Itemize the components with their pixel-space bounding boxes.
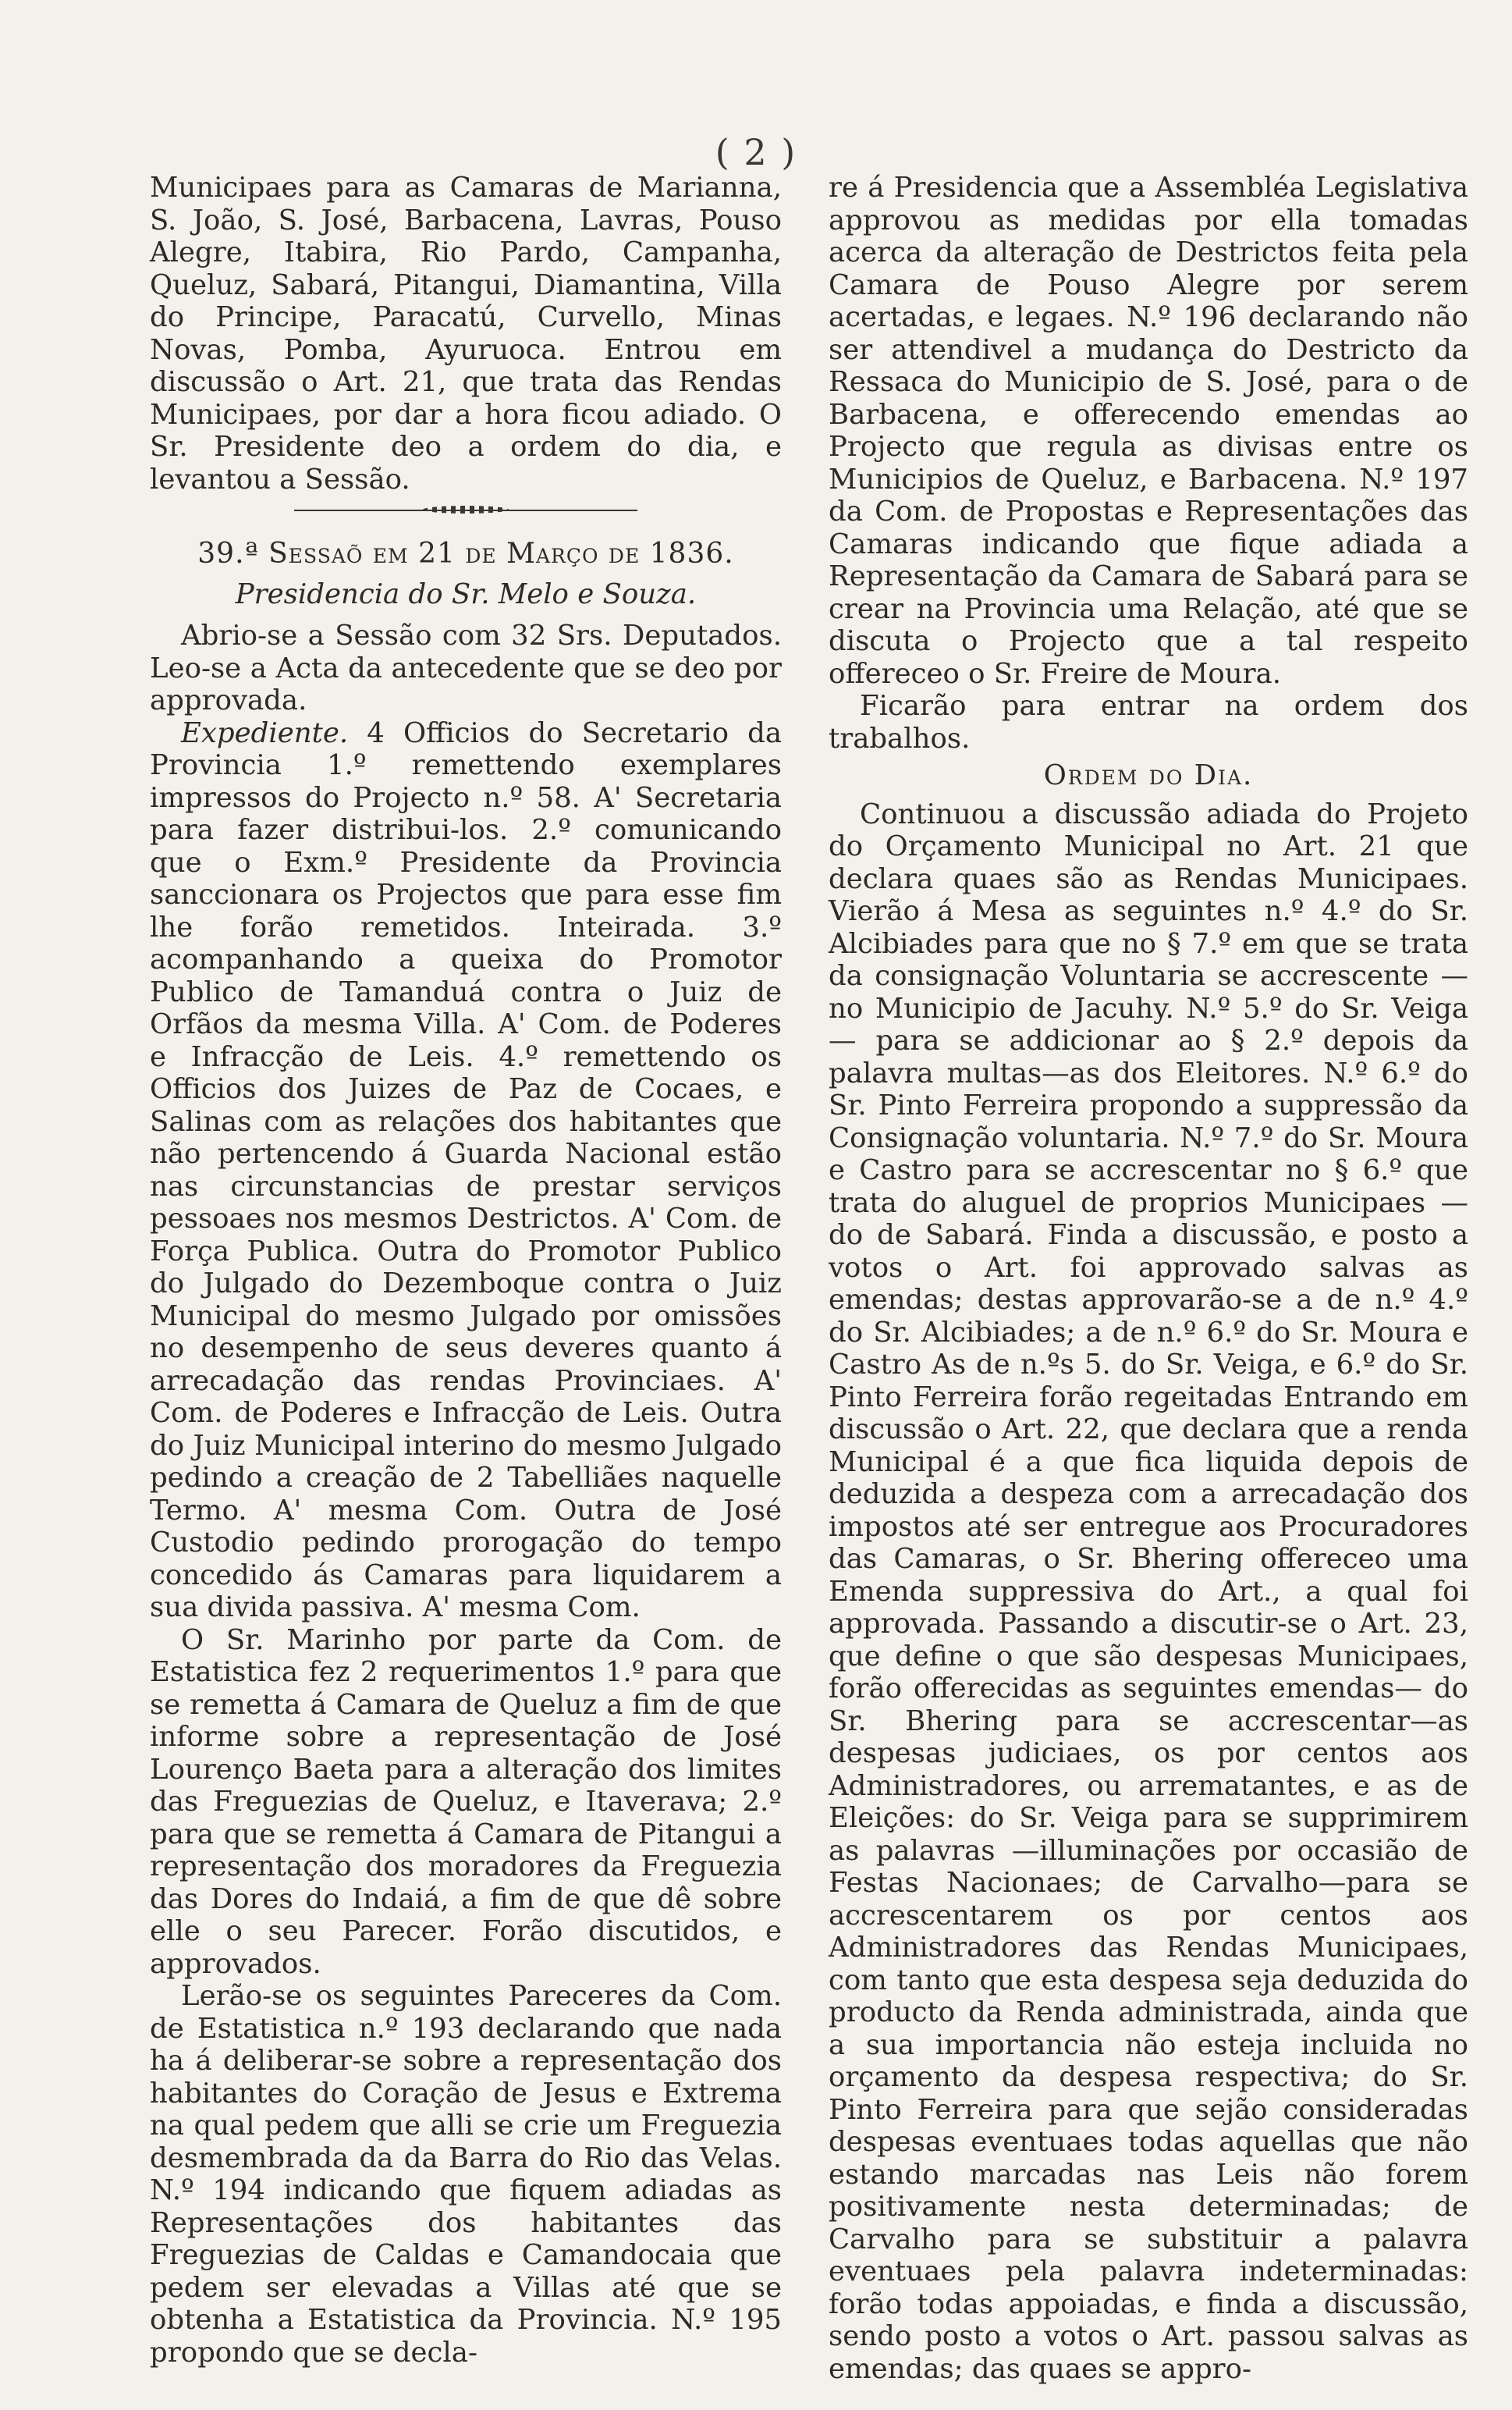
left-column [150,172,782,2369]
left-paragraph-4: O Sr. Marinho por parte da Com. de Estatistica fez 2 requerimentos 1.º para que se remetta á Camara de Queluz a fim de que informe sobre a representação de José Lourenço Baeta para a alteração dos limites das Freguezias de Queluz, e Itaverava; 2.º para que se remetta á Camara de Pitangui a representação dos moradores da Freguezia das Dores do Indaiá, a fim de que dê sobre elle o seu Parecer. Forão discutidos, e approvados. [150,1623,782,1980]
presidency-line: Presidencia do Sr. Melo e Souza. [235,578,697,610]
left-paragraph-3 [150,717,782,1624]
right-paragraph-1: re á Presidencia que a Assembléa Legislativa approvou as medidas por ella tomadas acerca da alteração de Destrictos feita pela Camara de Pouso Alegre por serem acertadas, e legaes. N.º 196 declarando não ser attendivel a mudança do Destricto da Ressaca do Municipio de S. José, para o de Barbacena, e offerecendo emendas ao Projecto que regula as divisas entre os Municipios de Queluz, e Barbacena. N.º 197 da Com. de Propostas e Representações das Camaras indicando que fique adiada a Representação da Camara de Sabará para se crear na Provincia uma Relação, até que se discuta o Projecto que a tal respeito offereceo o Sr. Freire de Moura. [829,172,1468,690]
left-paragraph-1: Municipaes para as Camaras de Marianna, S. João, S. José, Barbacena, Lavras, Pouso Alegre, Itabira, Rio Pardo, Campanha, Queluz, Sabará, Pitangui, Diamantina, Villa do Principe, Paracatú, Curvello, Minas Novas, Pomba, Ayuruoca. Entrou em discussão o Art. 21, que trata das Rendas Municipaes, por dar a hora ficou adiado. O Sr. Presidente deo a ordem do dia, e levantou a Sessão. [150,172,782,496]
left-paragraph-2: Abrio-se a Sessão com 32 Srs. Deputados. Leo-se a Acta da antecedente que se deo por approvada. [150,620,782,716]
right-column [829,172,1468,2385]
right-paragraph-3: Continuou a discussão adiada do Projeto do Orçamento Municipal no Art. 21 que declara quaes são as Rendas Municipaes. Vierão á Mesa as seguintes n.º 4.º do Sr. Alcibiades para que no § 7.º em que se trata da consignação Voluntaria se accrescente — no Municipio de Jacuhy. N.º 5.º do Sr. Veiga — para se addicionar ao § 2.º depois da palavra multas—as dos Eleitores. N.º 6.º do Sr. Pinto Ferreira propondo a suppressão da Consignação voluntaria. N.º 7.º do Sr. Moura e Castro para se accrescentar no § 6.º que trata do aluguel de proprios Municipaes — do de Sabará. Finda a discussão, e posto a votos o Art. foi approvado salvas as emendas; destas approvarão-se a de n.º 4.º do Sr. Alcibiades; a de n.º 6.º do Sr. Moura e Castro As de n.ºs 5. do Sr. Veiga, e 6.º do Sr. Pinto Ferreira forão regeitadas Entrando em discussão o Art. 22, que declara que a renda Municipal é a que fica liquida depois de deduzida a despeza com a arrecadação dos impostos até ser entregue aos Procuradores das Camaras, o Sr. Bhering offereceo uma Emenda suppressiva do Art., a qual foi approvada. Passando a discutir-se o Art. 23, que define o que são despesas Municipaes, forão offerecidas as seguintes emendas— do Sr. Bhering para se accrescentar—as despesas judiciaes, os por centos aos Administradores, ou arrematantes, e as de Eleições: do Sr. Veiga para se supprimirem as palavras —illuminações por occasião de Festas Nacionaes; de Carvalho—para se accrescentarem os por centos aos Administradores das Rendas Municipaes, com tanto que esta despesa seja deduzida do producto da Renda administrada, ainda que a sua importancia não esteja incluida no orçamento da despesa respectiva; do Sr. Pinto Ferreira para que sejão consideradas despesas eventuaes todas aquellas que não estando marcadas nas Leis não forem positivamente nesta determinadas; de Carvalho para se substituir a palavra eventuaes pela palavra indeterminadas: forão todas appoiadas, e finda a discussão, sendo posto a votos o Art. passou salvas as emendas; das quaes se appro- [829,798,1468,2385]
section-heading: Ordem do Dia. [1043,759,1254,791]
session-title [150,538,782,571]
session-date: Sessaõ em 21 de Março de 1836. [268,538,734,570]
expediente-text: 4 Officios do Secretario da Provincia 1.º remettendo exemplares impressos do Projecto n.º 58. A' Secretaria para fazer distribui-los. 2.º comunicando que o Exm.º Presidente da Provincia sanccionara os Projectos que para esse fim lhe forão remetidos. Inteirada. 3.º acompanhando a queixa do Promotor Publico de Tamanduá contra o Juiz de Orfãos da mesma Villa. A' Com. de Poderes e Infracção de Leis. 4.º remettendo os Officios dos Juizes de Paz de Cocaes, e Salinas com as relações dos habitantes que não pertencendo á Guarda Nacional estão nas circunstancias de prestar serviços pessoaes nos mesmos Destrictos. A' Com. de Força Publica. Outra do Promotor Publico do Julgado do Dezemboque contra o Juiz Municipal do mesmo Julgado por omissões no desempenho de seus deveres quanto á arrecadação das rendas Provinciaes. A' Com. de Poderes e Infracção de Leis. Outra do Juiz Municipal interino do mesmo Julgado pedindo a creação de 2 Tabelliães naquelle Termo. A' mesma Com. Outra de José Custodio pedindo prorogação do tempo concedido ás Camaras para liquidarem a sua divida passiva. A' mesma Com. [150,716,782,1623]
page-number: ( 2 ) [715,131,797,173]
session-number: 39.ª [197,538,259,570]
ornamental-divider [294,510,637,519]
expediente-label: Expediente. [181,716,349,749]
right-paragraph-2: Ficarão para entrar na ordem dos trabalhos. [829,690,1468,755]
left-paragraph-5: Lerão-se os seguintes Pareceres da Com. de Estatistica n.º 193 declarando que nada ha á deliberar-se sobre a representação dos habitantes do Coração de Jesus e Extrema na qual pedem que alli se crie um Freguezia desmembrada da da Barra do Rio das Velas. N.º 194 indicando que fiquem adiadas as Representações dos habitantes das Freguezias de Caldas e Camandocaia que pedem ser elevadas a Villas até que se obtenha a Estatistica da Provincia. N.º 195 propondo que se decla- [150,1980,782,2369]
